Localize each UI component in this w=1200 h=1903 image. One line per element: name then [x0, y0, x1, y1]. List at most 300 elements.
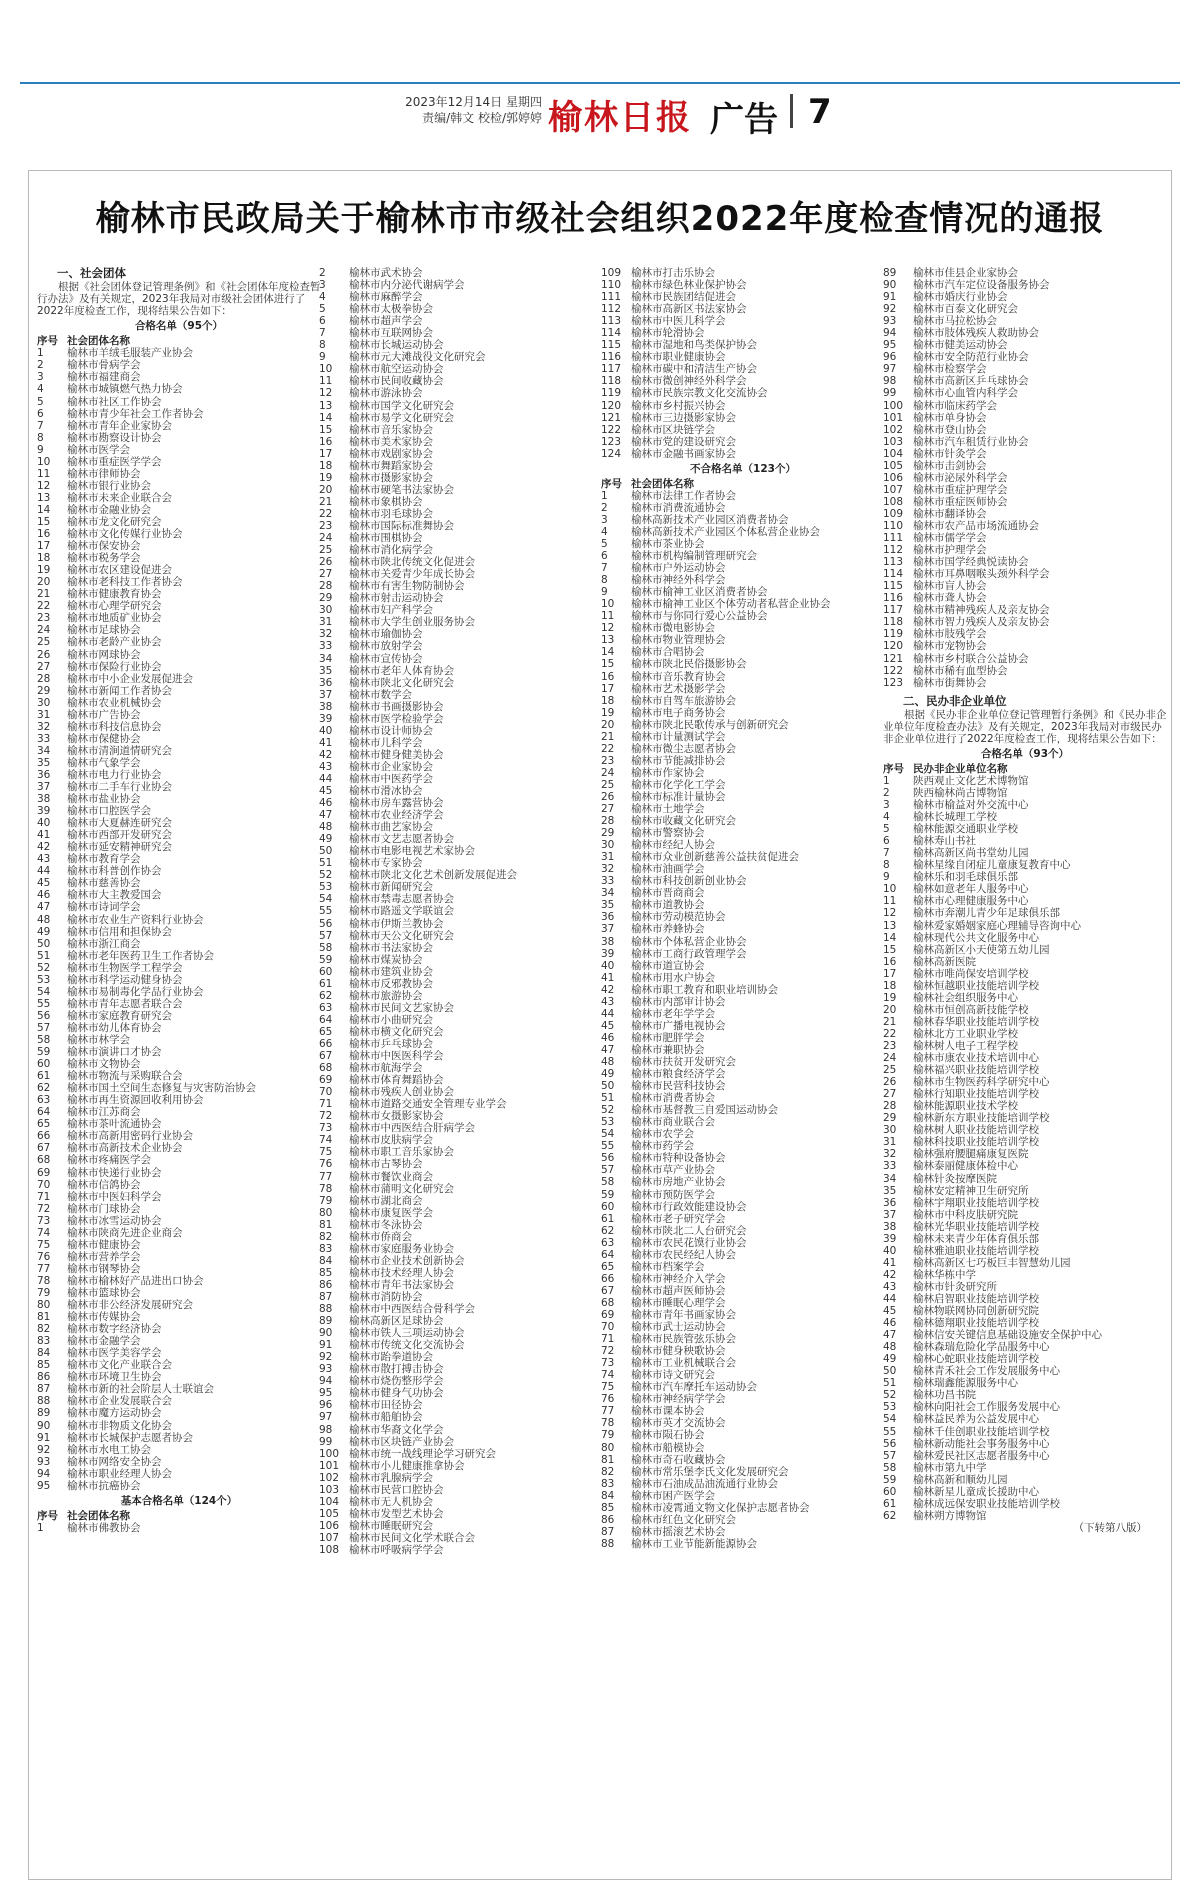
list-item [601, 502, 885, 514]
list-item [601, 622, 885, 634]
item-name: 榆林市中小企业发展促进会 [67, 672, 193, 685]
item-number: 40 [37, 817, 51, 830]
item-number: 47 [319, 809, 333, 822]
item-number: 41 [601, 971, 615, 984]
list-item [37, 1263, 321, 1275]
list-item [601, 562, 885, 574]
item-name: 榆林市教育学会 [67, 853, 141, 866]
item-name: 榆林市微电影协会 [631, 622, 715, 635]
item-name: 榆林市儿科学会 [349, 736, 423, 749]
list-item [883, 1365, 1167, 1377]
list-item [319, 773, 603, 785]
list-item [37, 709, 321, 721]
item-number: 86 [37, 1371, 51, 1384]
item-name: 榆林市华裔文化学会 [349, 1423, 444, 1436]
list-item [37, 914, 321, 926]
list-item [319, 592, 603, 604]
item-number: 63 [37, 1094, 51, 1107]
item-number: 57 [883, 1449, 897, 1462]
item-name: 榆林市检察学会 [913, 363, 987, 376]
list-item [319, 1436, 603, 1448]
item-name: 榆林市高新区乒乓球协会 [913, 375, 1029, 388]
list-item [601, 948, 885, 960]
item-number: 42 [601, 983, 615, 996]
item-number: 95 [319, 1387, 333, 1400]
item-number: 15 [601, 658, 615, 671]
item-number: 36 [601, 911, 615, 924]
column-3 [601, 267, 885, 1550]
item-name: 榆林市英才交流协会 [631, 1417, 726, 1430]
item-number: 53 [883, 1401, 897, 1414]
list-item [37, 889, 321, 901]
item-number: 37 [319, 688, 333, 701]
item-number: 77 [37, 1262, 51, 1275]
list-item [37, 1239, 321, 1251]
list-item [601, 1020, 885, 1032]
list-item [883, 532, 1167, 544]
item-number: 118 [883, 616, 904, 629]
item-number: 60 [37, 1058, 51, 1071]
item-name: 榆林市聋人协会 [913, 592, 987, 605]
item-name: 榆林市针灸研究所 [913, 1280, 997, 1293]
list-item [883, 412, 1167, 424]
item-name: 榆林市清涧道情研究会 [67, 744, 172, 757]
item-number: 33 [601, 875, 615, 888]
item-number: 39 [883, 1232, 897, 1245]
item-name: 榆林宇翔职业技能培训学校 [913, 1196, 1039, 1209]
item-number: 79 [37, 1286, 51, 1299]
item-name: 榆林市家庭教育研究会 [67, 1009, 172, 1022]
item-number: 46 [319, 797, 333, 810]
item-number: 19 [601, 706, 615, 719]
item-name: 榆林市文化传媒行业协会 [67, 528, 183, 541]
item-name: 榆林市新闻工作者协会 [67, 684, 172, 697]
list-item [37, 1022, 321, 1034]
item-name: 榆林市再生资源回收利用协会 [67, 1094, 204, 1107]
item-number: 5 [319, 303, 326, 316]
item-number: 15 [883, 943, 897, 956]
item-number: 62 [883, 1509, 897, 1522]
list-item [601, 1442, 885, 1454]
item-number: 80 [37, 1299, 51, 1312]
item-name: 榆林北方工业职业学校 [913, 1027, 1018, 1040]
item-name: 榆林益民养为公益发展中心 [913, 1413, 1039, 1426]
item-name: 榆林市安全防范行业协会 [913, 351, 1029, 364]
item-name: 榆林市浙江商会 [67, 937, 141, 950]
item-number: 28 [319, 580, 333, 593]
item-name: 榆林市课本协会 [631, 1405, 705, 1418]
item-name: 榆林市内分泌代谢病学会 [349, 279, 465, 292]
list-header [883, 763, 1167, 775]
item-number: 53 [37, 973, 51, 986]
item-number: 69 [319, 1074, 333, 1087]
list-item [601, 683, 885, 695]
list-item [37, 600, 321, 612]
item-number: 43 [319, 760, 333, 773]
list-item [37, 817, 321, 829]
list-item [37, 1215, 321, 1227]
list-item [883, 677, 1167, 689]
item-number: 37 [37, 781, 51, 794]
list-item [883, 351, 1167, 363]
list-item [883, 1462, 1167, 1474]
item-number: 103 [883, 435, 904, 448]
list-item [601, 1466, 885, 1478]
item-number: 57 [37, 1021, 51, 1034]
item-number: 41 [319, 736, 333, 749]
item-number: 24 [883, 1052, 897, 1065]
item-name: 榆林市自驾车旅游协会 [631, 694, 736, 707]
list-item [319, 1399, 603, 1411]
list-item [319, 665, 603, 677]
item-name: 榆林市环境卫生协会 [67, 1371, 162, 1384]
item-name: 榆林市粮食经济学会 [631, 1068, 726, 1081]
list-item [319, 267, 603, 279]
list-item [883, 448, 1167, 460]
item-name: 榆林市武士运动协会 [631, 1321, 726, 1334]
item-number: 95 [883, 339, 897, 352]
item-name: 榆林市榆林好产品进出口协会 [67, 1274, 204, 1287]
item-number: 55 [319, 905, 333, 918]
list-item [319, 291, 603, 303]
item-name: 榆林市单身协会 [913, 411, 987, 424]
item-name: 榆林市青年书法家协会 [349, 1278, 454, 1291]
item-name: 榆林市金融学会 [67, 1335, 141, 1348]
item-number: 17 [319, 447, 333, 460]
item-name: 榆林市重症医学学会 [67, 455, 162, 468]
item-name: 榆林物联网协同创新研究院 [913, 1305, 1039, 1318]
list-item [319, 1472, 603, 1484]
list-item [601, 400, 885, 412]
item-name: 榆林市戏剧家协会 [349, 447, 433, 460]
item-number: 73 [601, 1357, 615, 1370]
item-name: 榆林乐和羽毛球俱乐部 [913, 871, 1018, 884]
item-number: 98 [319, 1423, 333, 1436]
list-item [883, 1221, 1167, 1233]
item-name: 榆林市足球协会 [67, 624, 141, 637]
section1-title: 一、社会团体 [57, 266, 126, 280]
list-item [319, 785, 603, 797]
list-item [37, 1046, 321, 1058]
list-item [37, 926, 321, 938]
item-number: 29 [883, 1112, 897, 1125]
item-number: 28 [883, 1100, 897, 1113]
item-name: 榆林华栋中学 [913, 1268, 976, 1281]
item-name: 榆林市神经病学学会 [631, 1393, 726, 1406]
header-num: 序号 [37, 335, 58, 348]
list-item [601, 646, 885, 658]
item-number: 4 [37, 383, 44, 396]
item-number: 74 [319, 1134, 333, 1147]
item-name: 榆林市钢琴协会 [67, 1262, 141, 1275]
list-item [601, 424, 885, 436]
item-name: 榆林市陕北民俗摄影协会 [631, 658, 747, 671]
item-number: 46 [37, 889, 51, 902]
item-name: 陕西观止文化艺术博物馆 [913, 774, 1029, 787]
item-name: 榆林市抗癌协会 [67, 1479, 141, 1492]
item-number: 32 [37, 720, 51, 733]
item-number: 47 [37, 901, 51, 914]
item-number: 41 [37, 829, 51, 842]
list-item [319, 857, 603, 869]
list-item [883, 363, 1167, 375]
list-item [601, 526, 885, 538]
item-number: 6 [883, 835, 890, 848]
item-name: 榆林市延安精神研究会 [67, 841, 172, 854]
list-item [319, 1098, 603, 1110]
item-number: 108 [319, 1543, 340, 1556]
item-number: 24 [37, 624, 51, 637]
item-number: 20 [883, 1003, 897, 1016]
item-number: 89 [37, 1407, 51, 1420]
list-item [319, 1291, 603, 1303]
header-name: 社会团体名称 [67, 335, 130, 348]
list-item [319, 1074, 603, 1086]
list-item [601, 598, 885, 610]
item-number: 25 [883, 1064, 897, 1077]
item-number: 46 [601, 1031, 615, 1044]
list-item [601, 1189, 885, 1201]
list-item [883, 1004, 1167, 1016]
list-item [319, 677, 603, 689]
list-item [883, 484, 1167, 496]
item-name: 榆林市康农业技术培训中心 [913, 1052, 1039, 1065]
item-name: 榆林市餐饮业商会 [349, 1170, 433, 1183]
list-item [601, 634, 885, 646]
item-number: 28 [601, 815, 615, 828]
item-number: 85 [37, 1359, 51, 1372]
list-item [601, 1164, 885, 1176]
item-number: 115 [601, 339, 622, 352]
list-item [319, 797, 603, 809]
item-name: 榆林高新技术产业园区个体私营企业协会 [631, 525, 820, 538]
item-number: 86 [319, 1278, 333, 1291]
list-item [319, 412, 603, 424]
list-item [601, 574, 885, 586]
item-name: 榆林市煤炭协会 [349, 953, 423, 966]
item-name: 榆林市石油成品油流通行业协会 [631, 1477, 778, 1490]
item-number: 25 [601, 778, 615, 791]
item-name: 榆林市青年企业家协会 [67, 419, 172, 432]
item-number: 57 [601, 1164, 615, 1177]
item-number: 33 [37, 732, 51, 745]
item-name: 榆林市康复医学会 [349, 1206, 433, 1219]
list-item [601, 1357, 885, 1369]
list-item [319, 1315, 603, 1327]
list-item [601, 490, 885, 502]
item-number: 51 [37, 949, 51, 962]
item-name: 榆林市婚庆行业协会 [913, 291, 1008, 304]
item-number: 69 [601, 1308, 615, 1321]
item-name: 榆林市篮球协会 [67, 1286, 141, 1299]
list-item [601, 1297, 885, 1309]
item-number: 67 [601, 1284, 615, 1297]
item-name: 榆林市民族团结促进会 [631, 291, 736, 304]
item-number: 70 [601, 1321, 615, 1334]
item-name: 榆林市儒学学会 [913, 532, 987, 545]
list-item [883, 944, 1167, 956]
item-number: 84 [37, 1347, 51, 1360]
item-number: 40 [319, 724, 333, 737]
item-name: 榆林市健美运动协会 [913, 339, 1008, 352]
item-name: 榆林市冰雪运动协会 [67, 1214, 162, 1227]
item-name: 榆林市气象学会 [67, 756, 141, 769]
item-name: 榆林市宣传协会 [349, 652, 423, 665]
item-number: 49 [37, 925, 51, 938]
item-number: 91 [883, 291, 897, 304]
item-name: 榆林市保安协会 [67, 540, 141, 553]
list-item [601, 1321, 885, 1333]
item-number: 60 [601, 1200, 615, 1213]
item-name: 榆林市横文化研究会 [349, 1025, 444, 1038]
item-name: 榆林市青年志愿者联合会 [67, 997, 183, 1010]
fail-list [601, 490, 885, 1550]
list-item [37, 1468, 321, 1480]
item-number: 66 [319, 1038, 333, 1050]
item-name: 榆林市预防医学会 [631, 1188, 715, 1201]
item-name: 榆林市经纪人协会 [631, 839, 715, 852]
item-name: 榆林市疼痛医学会 [67, 1154, 151, 1167]
item-number: 49 [319, 833, 333, 846]
item-number: 108 [883, 495, 904, 508]
item-number: 103 [319, 1483, 340, 1496]
item-name: 榆林光华职业技能培训学校 [913, 1220, 1039, 1233]
list-item [601, 731, 885, 743]
list-item [883, 823, 1167, 835]
item-name: 榆林市农业生产资料行业协会 [67, 913, 204, 926]
item-name: 榆林高新和顺幼儿园 [913, 1473, 1008, 1486]
item-number: 30 [37, 696, 51, 709]
item-number: 72 [601, 1345, 615, 1358]
item-number: 14 [37, 503, 51, 516]
item-number: 9 [37, 443, 44, 456]
list-item [37, 588, 321, 600]
item-number: 38 [37, 793, 51, 806]
item-name: 榆林市骨病学会 [67, 359, 141, 372]
item-name: 榆林市中西医结合肝病学会 [349, 1122, 475, 1135]
list-item [319, 363, 603, 375]
item-number: 22 [37, 600, 51, 613]
item-name: 榆林市企业家协会 [349, 760, 433, 773]
item-name: 榆林市麻醉学会 [349, 291, 423, 304]
item-number: 81 [601, 1453, 615, 1466]
item-number: 115 [883, 580, 904, 593]
list-item [883, 1064, 1167, 1076]
item-number: 23 [319, 519, 333, 532]
item-number: 43 [37, 853, 51, 866]
item-number: 8 [319, 339, 326, 352]
item-name: 榆林千佳创职业技能培训学校 [913, 1425, 1050, 1438]
list-item [37, 1383, 321, 1395]
item-number: 40 [883, 1244, 897, 1257]
item-name: 榆林市科学运动健身协会 [67, 973, 183, 986]
item-number: 15 [319, 423, 333, 436]
item-name: 榆林市健康教育协会 [67, 588, 162, 601]
item-number: 91 [319, 1339, 333, 1352]
list-item [883, 1052, 1167, 1064]
item-number: 40 [601, 959, 615, 972]
nonprofit-pass-list [883, 775, 1167, 1522]
item-number: 109 [601, 267, 622, 279]
list-item [37, 697, 321, 709]
list-item [883, 992, 1167, 1004]
list-item [601, 839, 885, 851]
list-item [601, 875, 885, 887]
pass-list [37, 347, 321, 1491]
item-name: 榆林如意老年人服务中心 [913, 883, 1029, 896]
item-number: 31 [601, 851, 615, 864]
list-item [883, 907, 1167, 919]
item-number: 112 [883, 544, 904, 557]
item-name: 榆林市职业健康协会 [631, 351, 726, 364]
list-item [319, 869, 603, 881]
item-name: 榆林市文物协会 [67, 1058, 141, 1071]
item-name: 榆林市打击乐协会 [631, 267, 715, 279]
list-item [601, 351, 885, 363]
item-number: 8 [883, 859, 890, 872]
list-item [883, 1341, 1167, 1353]
item-name: 榆林市消防协会 [349, 1290, 423, 1303]
list-item [319, 930, 603, 942]
list-item [319, 1279, 603, 1291]
list-item [601, 743, 885, 755]
list-item [601, 1080, 885, 1092]
item-name: 榆林高新医院 [913, 955, 976, 968]
item-name: 榆林市乒乓球协会 [349, 1038, 433, 1050]
list-item [37, 1010, 321, 1022]
item-name: 榆林市长城运动协会 [349, 339, 444, 352]
list-item [319, 496, 603, 508]
column-2 [319, 267, 603, 1556]
list-item [601, 279, 885, 291]
item-number: 89 [319, 1315, 333, 1328]
item-name: 榆林市耳鼻咽喉头颈外科学会 [913, 568, 1050, 581]
list-item [319, 1195, 603, 1207]
item-number: 63 [319, 1001, 333, 1014]
item-number: 45 [601, 1019, 615, 1032]
list-item [37, 1420, 321, 1432]
list-item [319, 689, 603, 701]
item-number: 24 [319, 532, 333, 545]
list-item [37, 733, 321, 745]
item-name: 榆林市机构编制管理研究会 [631, 550, 757, 563]
list-item [319, 628, 603, 640]
item-number: 52 [319, 869, 333, 882]
list-item [883, 1389, 1167, 1401]
list-item [883, 424, 1167, 436]
item-number: 52 [883, 1389, 897, 1402]
item-name: 榆林市老年学学会 [631, 1007, 715, 1020]
list-item [883, 1040, 1167, 1052]
item-name: 榆林市区块链产业协会 [349, 1435, 454, 1448]
item-number: 31 [883, 1136, 897, 1149]
item-number: 59 [37, 1046, 51, 1059]
item-name: 榆林市网球协会 [67, 648, 141, 661]
item-name: 榆林市非公经济发展研究会 [67, 1299, 193, 1312]
list-item [601, 412, 885, 424]
item-number: 13 [883, 919, 897, 932]
item-number: 43 [601, 995, 615, 1008]
item-name: 榆林市古琴协会 [349, 1158, 423, 1171]
list-item [883, 1209, 1167, 1221]
item-name: 榆林市心理学研究会 [67, 600, 162, 613]
item-number: 3 [883, 799, 890, 812]
header-num: 序号 [601, 477, 622, 490]
list-item [601, 1429, 885, 1441]
item-name: 榆林市工商行政管理学会 [631, 947, 747, 960]
item-name: 榆林市草产业协会 [631, 1164, 715, 1177]
item-name: 榆林市科技创新创业协会 [631, 875, 747, 888]
